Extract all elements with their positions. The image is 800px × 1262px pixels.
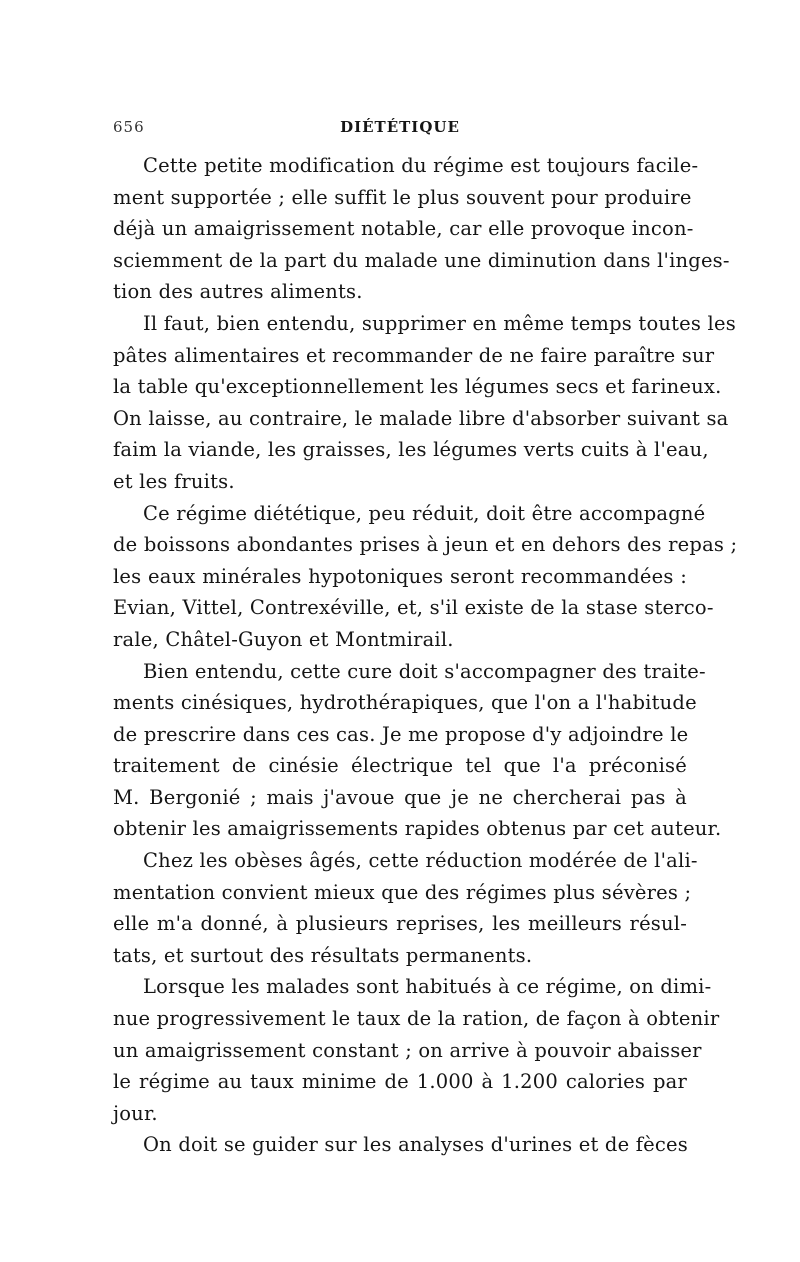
text-line: ment supportée ; elle suffit le plus souvent pour produire <box>113 185 692 209</box>
text-line: ments cinésiques, hydrothérapiques, que l'on a l'habitude <box>113 691 697 715</box>
text-line: le régime au taux minime de 1.000 à 1.200 calories par <box>113 1070 687 1094</box>
text-line: de boissons abondantes prises à jeun et en dehors des repas ; <box>113 533 738 557</box>
text-line: jour. <box>113 1101 158 1125</box>
text-line: la table qu'exceptionnellement les légumes secs et farineux. <box>113 375 722 399</box>
text-line: Chez les obèses âgés, cette réduction modérée de l'ali- <box>143 849 698 873</box>
text-line: Cette petite modification du régime est toujours facile- <box>143 154 699 177</box>
text-line: M. Bergonié ; mais j'avoue que je ne chercherai pas à <box>113 785 687 809</box>
text-line: On doit se guider sur les analyses d'urines et de fèces <box>143 1133 688 1157</box>
text-line: déjà un amaigrissement notable, car elle provoque incon- <box>113 217 694 241</box>
text-line: tats, et surtout des résultats permanents. <box>113 943 533 967</box>
text-line: Lorsque les malades sont habitués à ce régime, on dimi- <box>143 975 712 999</box>
text-line: mentation convient mieux que des régimes plus sévères ; <box>113 880 692 904</box>
text-line: On laisse, au contraire, le malade libre d'absorber suivant sa <box>113 406 729 430</box>
text-line: faim la viande, les graisses, les légumes verts cuits à l'eau, <box>113 438 709 462</box>
text-line: sciemment de la part du malade une diminution dans l'inges- <box>113 248 730 272</box>
text-line: Evian, Vittel, Contrexéville, et, s'il existe de la stase sterco- <box>113 596 714 620</box>
text-line: Bien entendu, cette cure doit s'accompagner des traite- <box>143 659 706 683</box>
running-title: DIÉTÉTIQUE <box>340 118 460 136</box>
text-line: les eaux minérales hypotoniques seront recommandées : <box>113 564 687 588</box>
page-header <box>113 112 687 142</box>
book-page <box>113 112 738 1161</box>
text-line: et les fruits. <box>113 469 235 493</box>
body-text <box>113 150 738 1161</box>
text-line: obtenir les amaigrissements rapides obtenus par cet auteur. <box>113 817 722 841</box>
page-number: 656 <box>113 118 145 136</box>
text-line: nue progressivement le taux de la ration, de façon à obtenir <box>113 1007 720 1031</box>
text-line: elle m'a donné, à plusieurs reprises, les meilleurs résul- <box>113 912 687 936</box>
text-line: rale, Châtel-Guyon et Montmirail. <box>113 627 454 651</box>
text-line: Ce régime diététique, peu réduit, doit être accompagné <box>143 501 706 525</box>
text-line: de prescrire dans ces cas. Je me propose d'y adjoindre le <box>113 722 689 746</box>
text-line: tion des autres aliments. <box>113 280 363 304</box>
text-line: Il faut, bien entendu, supprimer en même temps toutes les <box>143 311 736 335</box>
text-line: pâtes alimentaires et recommander de ne faire paraître sur <box>113 343 715 367</box>
text-line: traitement de cinésie électrique tel que l'a préconisé <box>113 754 687 778</box>
text-line: un amaigrissement constant ; on arrive à pouvoir abaisser <box>113 1038 702 1062</box>
